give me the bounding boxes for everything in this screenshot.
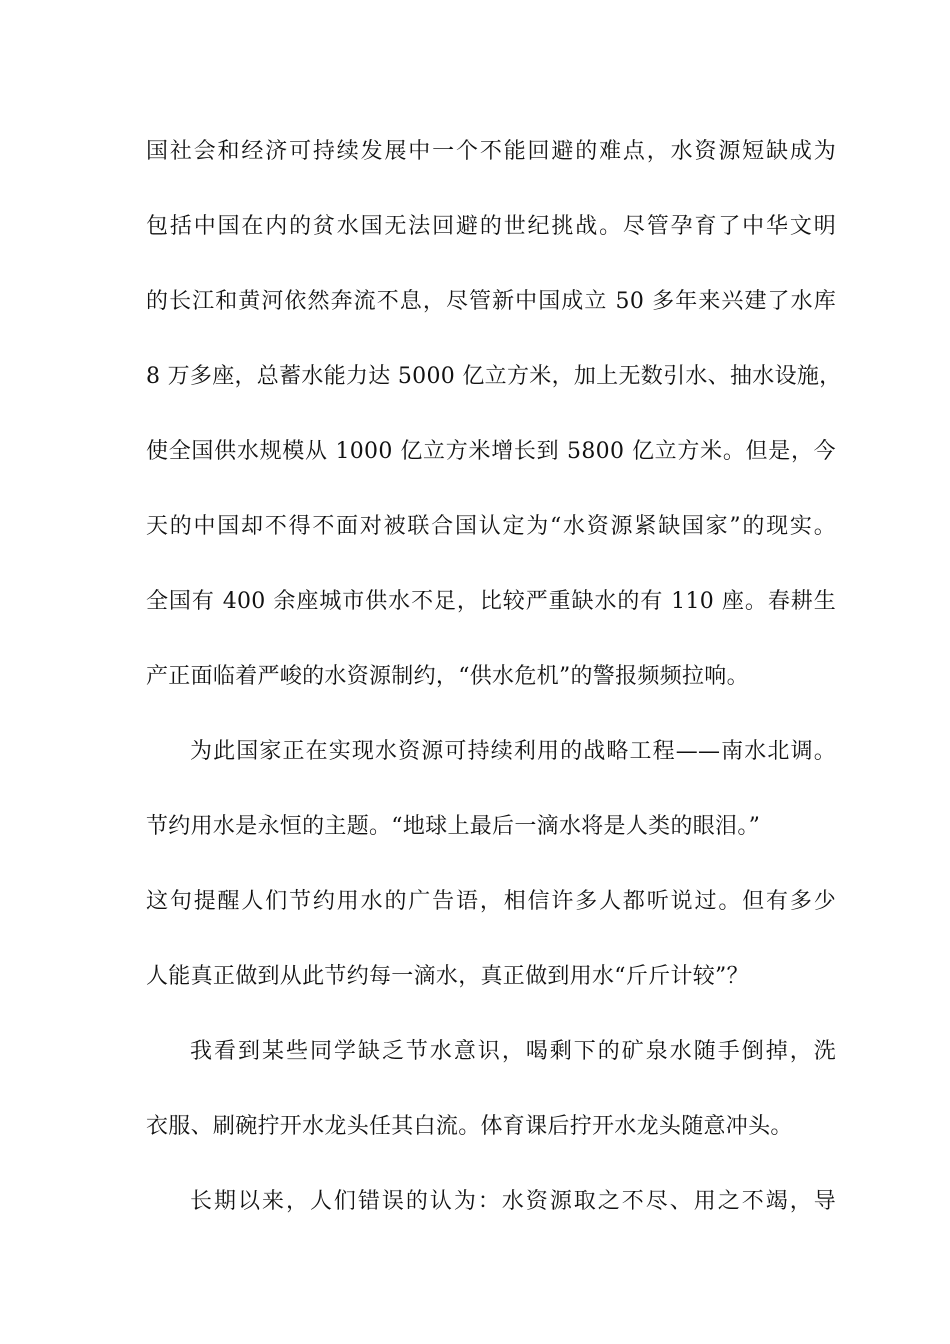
paragraph-line: 的长江和黄河依然奔流不息，尽管新中国成立 50 多年来兴建了水库 (146, 289, 836, 314)
paragraph-line: 天的中国却不得不面对被联合国认定为“水资源紧缺国家”的现实。 (146, 514, 836, 539)
paragraph-first-line: 我看到某些同学缺乏节水意识，喝剩下的矿泉水随手倒掉，洗 (190, 1039, 836, 1064)
paragraph-line: 全国有 400 余座城市供水不足，比较严重缺水的有 110 座。春耕生 (146, 589, 836, 614)
paragraph-line: 人能真正做到从此节约每一滴水，真正做到用水“斤斤计较”？ (146, 964, 749, 989)
paragraph-line: 包括中国在内的贫水国无法回避的世纪挑战。尽管孕育了中华文明 (146, 214, 836, 239)
paragraph-first-line: 为此国家正在实现水资源可持续利用的战略工程——南水北调。 (190, 739, 836, 764)
paragraph-line: 产正面临着严峻的水资源制约，“供水危机”的警报频频拉响。 (146, 664, 749, 689)
paragraph-line: 国社会和经济可持续发展中一个不能回避的难点，水资源短缺成为 (146, 139, 836, 164)
paragraph-line: 8 万多座，总蓄水能力达 5000 亿立方米，加上无数引水、抽水设施， (146, 364, 842, 389)
paragraph-first-line: 长期以来，人们错误的认为：水资源取之不尽、用之不竭，导 (190, 1189, 836, 1214)
paragraph-line: 这句提醒人们节约用水的广告语，相信许多人都听说过。但有多少 (146, 889, 836, 914)
paragraph-line: 使全国供水规模从 1000 亿立方米增长到 5800 亿立方米。但是，今 (146, 439, 836, 464)
paragraph-line: 节约用水是永恒的主题。“地球上最后一滴水将是人类的眼泪。” (146, 814, 761, 839)
paragraph-line: 衣服、刷碗拧开水龙头任其白流。体育课后拧开水龙头随意冲头。 (146, 1114, 793, 1139)
